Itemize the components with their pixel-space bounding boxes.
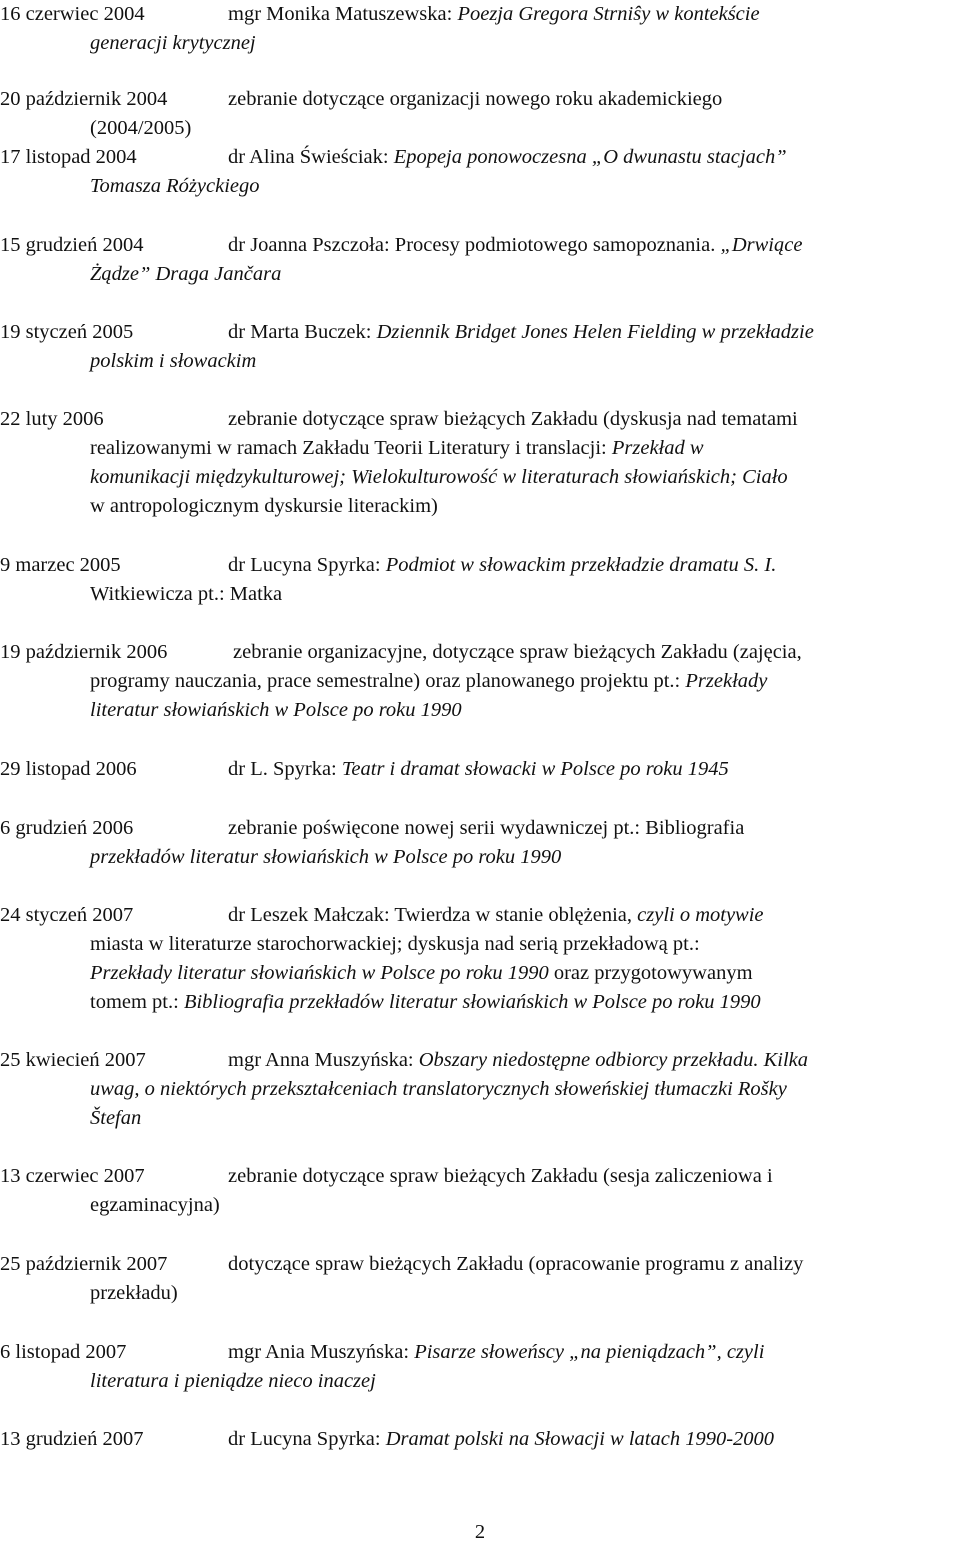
title-text: „Drwiące bbox=[720, 234, 803, 256]
description-text: oraz przygotowywanym bbox=[553, 962, 753, 984]
title-text: komunikacji międzykulturowej; Wielokulturowość w literaturach słowiańskich; Ciało bbox=[90, 466, 788, 488]
meeting-date: 6 listopad 2007 bbox=[0, 1341, 127, 1363]
meeting-description-line bbox=[90, 959, 753, 988]
meeting-description-line bbox=[90, 1075, 787, 1104]
description-text: dr Joanna Pszczoła: Procesy podmiotowego samopoznania. bbox=[228, 234, 721, 256]
title-text: Przekłady literatur słowiańskich w Polsce po roku 1990 bbox=[90, 962, 554, 984]
title-text: przekładów literatur słowiańskich w Polsce po roku 1990 bbox=[90, 846, 562, 868]
title-text: Poezja Gregora Strniŝy w kontekście bbox=[457, 3, 760, 25]
description-text: Witkiewicza pt.: Matka bbox=[90, 583, 283, 605]
title-text: Obszary niedostępne odbiorcy przekładu. Kilka bbox=[418, 1049, 808, 1071]
title-text: literatur słowiańskich w Polsce po roku 1990 bbox=[90, 699, 462, 721]
meeting-description-line bbox=[90, 1367, 376, 1396]
meeting-description-line bbox=[90, 667, 767, 696]
description-text: dr Alina Świeściak: bbox=[228, 146, 394, 168]
page-number: 2 bbox=[474, 1521, 486, 1543]
meeting-description-line bbox=[90, 172, 260, 201]
meeting-date: 15 grudzień 2004 bbox=[0, 234, 144, 256]
meeting-description-line bbox=[228, 0, 760, 29]
meeting-description-line bbox=[228, 551, 776, 580]
description-text: mgr Anna Muszyńska: bbox=[228, 1049, 419, 1071]
title-text: literatura i pieniądze nieco inaczej bbox=[90, 1370, 376, 1392]
meeting-description-line bbox=[228, 318, 814, 347]
meeting-description-line bbox=[228, 1250, 803, 1279]
meeting-date: 16 czerwiec 2004 bbox=[0, 3, 145, 25]
meeting-date: 13 czerwiec 2007 bbox=[0, 1165, 145, 1187]
meeting-description-line bbox=[90, 843, 561, 872]
meeting-date: 13 grudzień 2007 bbox=[0, 1428, 144, 1450]
description-text: zebranie poświęcone nowej serii wydawniczej pt.: Bibliografia bbox=[228, 817, 745, 839]
meeting-description-line bbox=[228, 1425, 774, 1454]
description-text: programy nauczania, prace semestralne) oraz planowanego projektu pt.: bbox=[90, 670, 686, 692]
meeting-description-line bbox=[90, 1279, 178, 1308]
description-text: w antropologicznym dyskursie literackim) bbox=[90, 495, 438, 517]
meeting-description-line bbox=[233, 638, 802, 667]
meeting-date: 25 kwiecień 2007 bbox=[0, 1049, 146, 1071]
title-text: uwag, o niektórych przekształceniach translatorycznych słoweńskiej tłumaczki Rošky bbox=[90, 1078, 787, 1100]
meeting-description-line bbox=[228, 755, 729, 784]
meeting-date: 24 styczeń 2007 bbox=[0, 904, 134, 926]
meeting-date: 22 luty 2006 bbox=[0, 408, 104, 430]
description-text: przekładu) bbox=[90, 1282, 178, 1304]
meeting-description-line bbox=[90, 492, 438, 521]
description-text: (2004/2005) bbox=[90, 117, 192, 139]
meeting-description-line bbox=[90, 463, 788, 492]
meeting-description-line bbox=[228, 231, 802, 260]
meeting-date: 29 listopad 2006 bbox=[0, 758, 137, 780]
meeting-date: 9 marzec 2005 bbox=[0, 554, 121, 576]
title-text: Żądze” Draga Jančara bbox=[90, 263, 282, 285]
meeting-description-line bbox=[228, 85, 722, 114]
description-text: tomem pt.: bbox=[90, 991, 184, 1013]
description-text: dr Leszek Małczak: Twierdza w stanie oblężenia, bbox=[228, 904, 638, 926]
meeting-description-line bbox=[228, 814, 744, 843]
meeting-description-line bbox=[228, 1046, 808, 1075]
title-text: generacji krytycznej bbox=[90, 32, 256, 54]
meeting-description-line bbox=[90, 434, 704, 463]
title-text: Przekłady bbox=[685, 670, 768, 692]
description-text: zebranie dotyczące spraw bieżących Zakładu (sesja zaliczeniowa i bbox=[228, 1165, 773, 1187]
description-text: zebranie dotyczące organizacji nowego roku akademickiego bbox=[228, 88, 723, 110]
title-text: Bibliografia przekładów literatur słowiańskich w Polsce po roku 1990 bbox=[183, 991, 761, 1013]
meeting-description-line bbox=[90, 114, 191, 143]
meeting-description-line bbox=[90, 930, 700, 959]
description-text: zebranie dotyczące spraw bieżących Zakładu (dyskusja nad tematami bbox=[228, 408, 798, 430]
title-text: Pisarze słoweńscy „na pieniądzach”, czyli bbox=[414, 1341, 765, 1363]
description-text: mgr Ania Muszyńska: bbox=[228, 1341, 415, 1363]
description-text: dr L. Spyrka: bbox=[228, 758, 342, 780]
title-text: Przekład w bbox=[611, 437, 704, 459]
meeting-date: 20 październik 2004 bbox=[0, 88, 168, 110]
description-text: egzaminacyjna) bbox=[90, 1194, 220, 1216]
title-text: Dziennik Bridget Jones Helen Fielding w przekładzie bbox=[376, 321, 814, 343]
meeting-date: 17 listopad 2004 bbox=[0, 146, 137, 168]
description-text: dr Marta Buczek: bbox=[228, 321, 377, 343]
meeting-description-line bbox=[90, 29, 256, 58]
description-text: dr Lucyna Spyrka: bbox=[228, 554, 386, 576]
description-text: zebranie organizacyjne, dotyczące spraw bieżących Zakładu (zajęcia, bbox=[233, 641, 802, 663]
description-text: mgr Monika Matuszewska: bbox=[228, 3, 458, 25]
meeting-description-line bbox=[90, 696, 462, 725]
meeting-description-line bbox=[228, 143, 787, 172]
title-text: Teatr i dramat słowacki w Polsce po roku 1945 bbox=[341, 758, 729, 780]
title-text: Dramat polski na Słowacji w latach 1990-2000 bbox=[385, 1428, 775, 1450]
meeting-description-line bbox=[90, 260, 281, 289]
meeting-description-line bbox=[90, 347, 256, 376]
title-text: Epopeja ponowoczesna „O dwunastu stacjach” bbox=[393, 146, 787, 168]
meeting-description-line bbox=[228, 901, 764, 930]
title-text: czyli o motywie bbox=[637, 904, 764, 926]
meeting-date: 25 październik 2007 bbox=[0, 1253, 168, 1275]
title-text: Tomasza Różyckiego bbox=[90, 175, 260, 197]
meeting-description-line bbox=[228, 1338, 764, 1367]
meeting-date: 19 styczeń 2005 bbox=[0, 321, 134, 343]
meeting-description-line bbox=[228, 1162, 773, 1191]
description-text: realizowanymi w ramach Zakładu Teorii Literatury i translacji: bbox=[90, 437, 612, 459]
title-text: Podmiot w słowackim przekładzie dramatu S. I. bbox=[385, 554, 777, 576]
description-text: dotyczące spraw bieżących Zakładu (opracowanie programu z analizy bbox=[228, 1253, 804, 1275]
meeting-description-line bbox=[90, 988, 761, 1017]
meeting-description-line bbox=[90, 1104, 141, 1133]
meeting-date: 6 grudzień 2006 bbox=[0, 817, 134, 839]
meeting-description-line bbox=[90, 1191, 220, 1220]
description-text: miasta w literaturze starochorwackiej; dyskusja nad serią przekładową pt.: bbox=[90, 933, 700, 955]
title-text: Štefan bbox=[90, 1107, 142, 1129]
meeting-description-line bbox=[90, 580, 282, 609]
meeting-date: 19 październik 2006 bbox=[0, 641, 168, 663]
description-text: dr Lucyna Spyrka: bbox=[228, 1428, 386, 1450]
meeting-description-line bbox=[228, 405, 798, 434]
title-text: polskim i słowackim bbox=[90, 350, 257, 372]
